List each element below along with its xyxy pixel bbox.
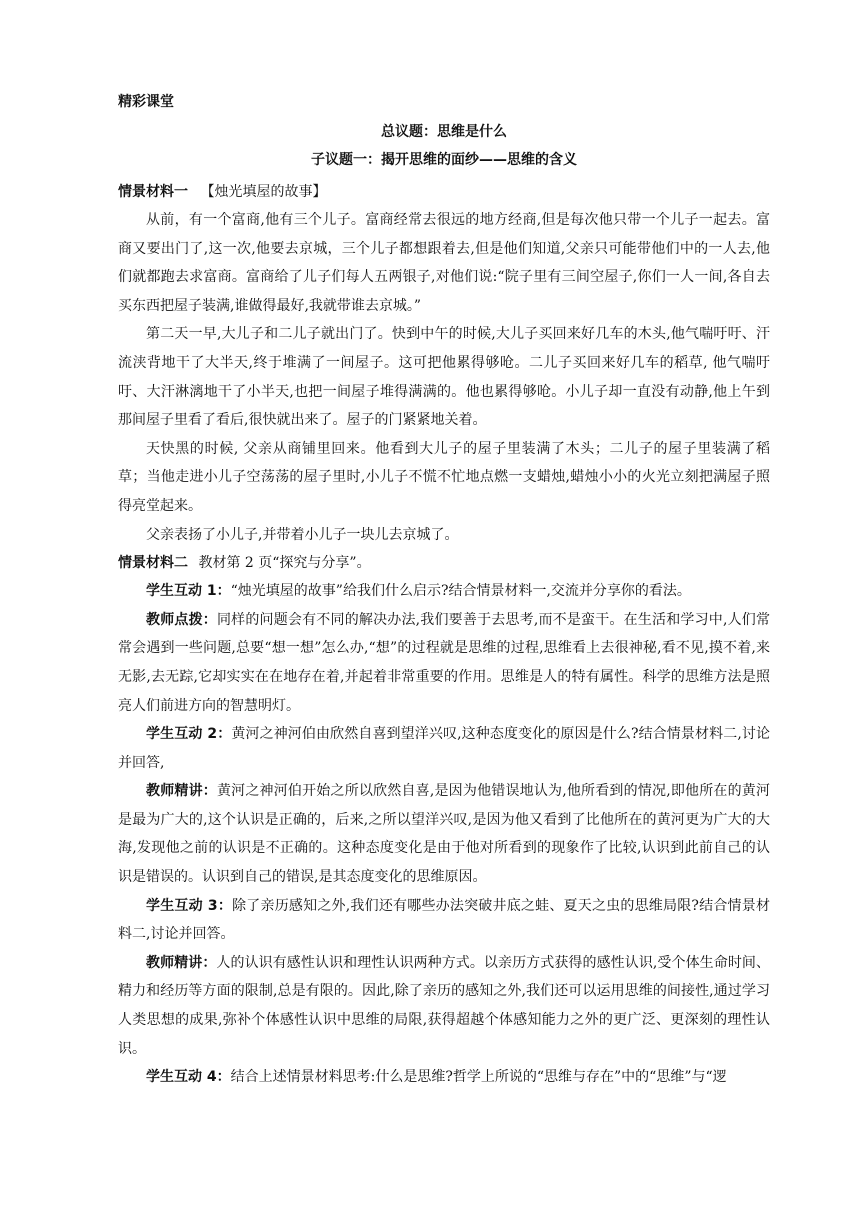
qa-item: [118, 577, 770, 606]
qa-item-label: 学生互动 1：: [146, 583, 231, 600]
main-topic-title: 总议题：思维是什么: [381, 124, 507, 140]
qa-item: [118, 892, 770, 949]
material1-title: 【烛光填屋的故事】: [200, 184, 327, 200]
material1-label: 情景材料一: [118, 184, 188, 200]
qa-item-text: 结合上述情景材料思考:什么是思维?哲学上所说的“思维与存在”中的“思维”与“逻: [230, 1069, 727, 1086]
qa-item: [118, 606, 770, 720]
qa-item-text: 人的认识有感性认识和理性认识两种方式。以亲历方式获得的感性认识,受个体生命时间、精力和经历等方面的限制,总是有限的。因此,除了亲历的感知之外,我们还可以运用思维的间接性,通过学习人类思想的成果,弥补个体感性认识中思维的局限,获得超越个体感知能力之外的更广泛、更深刻的理性认识。: [118, 954, 770, 1057]
qa-item: [118, 1063, 770, 1092]
material1-paragraph: 天快黑的时候, 父亲从商铺里回来。他看到大儿子的屋子里装满了木头；二儿子的屋子里装满了稻草；当他走进小儿子空荡荡的屋子里时,小儿子不慌不忙地点燃一支蜡烛,蜡烛小小的火光立刻把满屋子照得亮堂起来。: [118, 440, 770, 514]
material1-paragraph: 从前，有一个富商,他有三个儿子。富商经常去很远的地方经商,但是每次他只带一个儿子一起去。富商又要出门了,这一次,他要去京城，三个儿子都想跟着去,但是他们知道,父亲只可能带他们中的一人去,他们就都跑去求富商。富商给了儿子们每人五两银子,对他们说:“院子里有三间空屋子,你们一人一间,各自去买东西把屋子装满,谁做得最好,我就带谁去京城。”: [118, 212, 770, 314]
material2-heading: [118, 549, 770, 577]
qa-item-label: 教师精讲：: [146, 954, 217, 971]
qa-item-text: 黄河之神河伯开始之所以欣然自喜,是因为他错误地认为,他所看到的情况,即他所在的黄河是最为广大的,这个认识是正确的，后来,之所以望洋兴叹,是因为他又看到了比他所在的黄河更为广大的大海,发现他之前的认识是不正确的。这种态度变化是由于他对所看到的现象作了比较,认识到此前自己的认识是错误的。认识到自己的错误,是其态度变化的思维原因。: [118, 783, 770, 886]
qa-item-text: 除了亲历感知之外,我们还有哪些办法突破井底之蛙、夏天之虫的思维局限?结合情景材料二,讨论并回答。: [118, 897, 770, 943]
section-heading: 精彩课堂: [118, 94, 174, 110]
qa-item: [118, 720, 770, 777]
qa-item: [118, 777, 770, 891]
qa-item-text: 同样的问题会有不同的解决办法,我们要善于去思考,而不是蛮干。在生活和学习中,人们常常会遇到一些问题,总要“想一想”怎么办,“想”的过程就是思维的过程,思维看上去很神秘,看不见,摸不着,来无影,去无踪,它却实实在在地存在着,并起着非常重要的作用。思维是人的特有属性。科学的思维方法是照亮人们前进方向的智慧明灯。: [118, 611, 770, 714]
qa-item-text: 黄河之神河伯由欣然自喜到望洋兴叹,这种态度变化的原因是什么?结合情景材料二,讨论并回答,: [118, 726, 770, 771]
qa-item-label: 教师点拨：: [146, 611, 217, 628]
material2-text: 教材第 2 页“探究与分享”。: [198, 555, 371, 572]
sub-topic-title: 子议题一：揭开思维的面纱——思维的含义: [311, 152, 577, 168]
document-page: [118, 92, 770, 1092]
material1-paragraph: 父亲表扬了小儿子,并带着小儿子一块儿去京城了。: [146, 526, 459, 543]
qa-item-text: “烛光填屋的故事”给我们什么启示?结合情景材料一,交流并分享你的看法。: [230, 583, 691, 600]
material1-heading: [118, 178, 770, 206]
qa-item-label: 学生互动 4：: [146, 1069, 231, 1086]
qa-item-label: 教师精讲：: [146, 783, 217, 800]
qa-item: [118, 949, 770, 1063]
qa-item-label: 学生互动 2：: [146, 726, 232, 743]
material1-paragraph: 第二天一早,大儿子和二儿子就出门了。快到中午的时候,大儿子买回来好几车的木头,他气喘吁吁、汗流浃背地干了大半天,终于堆满了一间屋子。这可把他累得够呛。二儿子买回来好几车的稻草, 他气喘吁吁、大汗淋漓地干了小半天,也把一间屋子堆得满满的。他也累得够呛。小儿子却一直没有动静,他上午到那间屋子里看了看后,很快就出来了。屋子的门紧紧地关着。: [118, 326, 770, 429]
qa-item-label: 学生互动 3：: [146, 897, 233, 914]
material2-label: 情景材料二: [118, 555, 188, 572]
